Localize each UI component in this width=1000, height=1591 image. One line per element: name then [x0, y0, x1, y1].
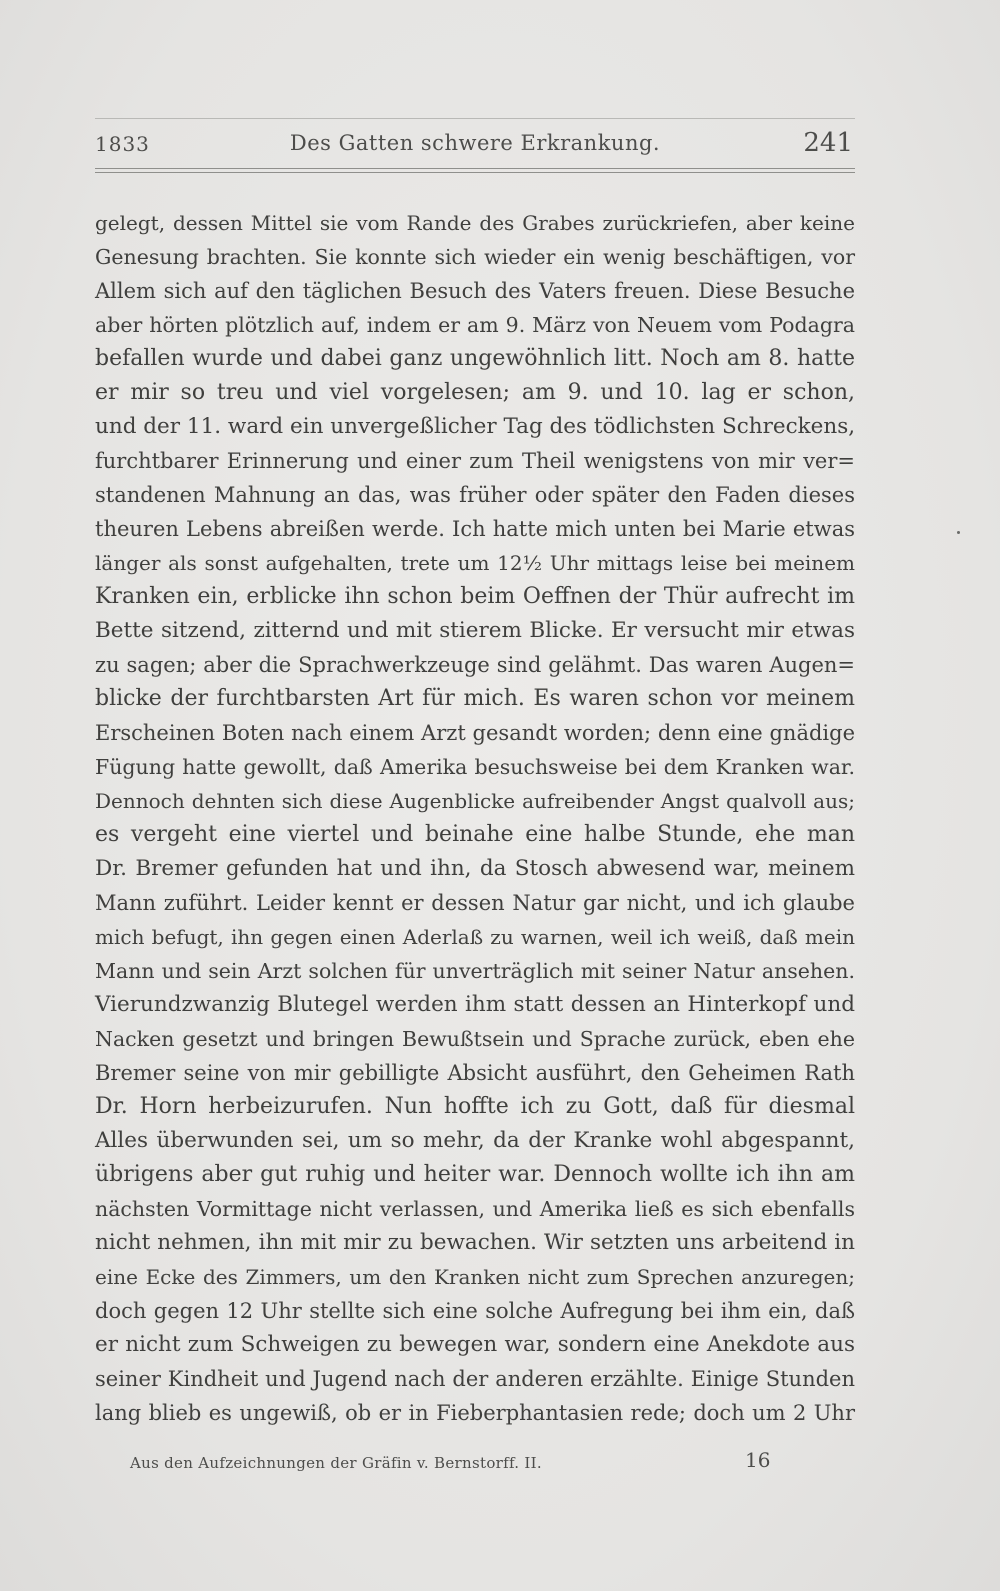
- text-line: Genesung brachten. Sie konnte sich wieder ein wenig beschäftigen, vor: [95, 245, 855, 269]
- footer-signature-number: 16: [745, 1448, 771, 1472]
- text-line: Alles überwunden sei, um so mehr, da der Kranke wohl abgespannt,: [95, 1128, 855, 1153]
- text-line: befallen wurde und dabei ganz ungewöhnlich litt. Noch am 8. hatte: [95, 346, 855, 371]
- text-line: er mir so treu und viel vorgelesen; am 9. und 10. lag er schon,: [95, 380, 855, 405]
- body-text: [95, 206, 855, 1430]
- text-line: nicht nehmen, ihn mit mir zu bewachen. Wir setzten uns arbeitend in: [95, 1230, 855, 1255]
- paper-speck: [957, 531, 960, 534]
- text-line: lang blieb es ungewiß, ob er in Fieberphantasien rede; doch um 2 Uhr: [95, 1401, 855, 1425]
- text-line: und der 11. ward ein unvergeßlicher Tag des tödlichsten Schreckens,: [95, 414, 856, 439]
- text-line: es vergeht eine viertel und beinahe eine halbe Stunde, ehe man: [95, 822, 855, 847]
- text-line: Erscheinen Boten nach einem Arzt gesandt worden; denn eine gnädige: [95, 721, 855, 745]
- text-line: länger als sonst aufgehalten, trete um 12½ Uhr mittags leise bei meinem: [95, 551, 855, 575]
- text-line: Mann zuführt. Leider kennt er dessen Natur gar nicht, und ich glaube: [95, 891, 855, 915]
- text-line: nächsten Vormittage nicht verlassen, und Amerika ließ es sich ebenfalls: [95, 1197, 855, 1221]
- text-line: Mann und sein Arzt solchen für unverträglich mit seiner Natur ansehen.: [95, 959, 855, 983]
- text-line: zu sagen; aber die Sprachwerkzeuge sind gelähmt. Das waren Augen=: [95, 653, 855, 677]
- text-line: gelegt, dessen Mittel sie vom Rande des Grabes zurückriefen, aber keine: [95, 211, 855, 235]
- text-line: blicke der furchtbarsten Art für mich. Es waren schon vor meinem: [95, 686, 855, 711]
- page-number: 241: [803, 128, 853, 158]
- top-border-rule: [95, 118, 855, 119]
- text-line: Bremer seine von mir gebilligte Absicht ausführt, den Geheimen Rath: [95, 1061, 855, 1085]
- text-line: mich befugt, ihn gegen einen Aderlaß zu warnen, weil ich weiß, daß mein: [95, 925, 855, 949]
- header-rule-upper: [95, 168, 855, 169]
- text-line: Allem sich auf den täglichen Besuch des Vaters freuen. Diese Besuche: [95, 279, 855, 303]
- header-year: 1833: [95, 132, 150, 156]
- text-line: Nacken gesetzt und bringen Bewußtsein und Sprache zurück, eben ehe: [95, 1027, 855, 1051]
- text-line: seiner Kindheit und Jugend nach der anderen erzählte. Einige Stunden: [95, 1367, 855, 1391]
- text-line: aber hörten plötzlich auf, indem er am 9. März von Neuem vom Podagra: [95, 313, 855, 337]
- footer-signature-text: Aus den Aufzeichnungen der Gräfin v. Bernstorff. II.: [130, 1454, 542, 1472]
- header-rule-lower: [95, 172, 855, 173]
- text-line: standenen Mahnung an das, was früher oder später den Faden dieses: [95, 483, 855, 507]
- text-line: doch gegen 12 Uhr stellte sich eine solche Aufregung bei ihm ein, daß: [95, 1299, 855, 1323]
- text-line: theuren Lebens abreißen werde. Ich hatte mich unten bei Marie etwas: [95, 517, 855, 541]
- text-line: Kranken ein, erblicke ihn schon beim Oeffnen der Thür aufrecht im: [95, 584, 855, 609]
- text-line: er nicht zum Schweigen zu bewegen war, sondern eine Anekdote aus: [95, 1332, 855, 1357]
- running-header: [95, 128, 855, 162]
- text-line: Dr. Bremer gefunden hat und ihn, da Stosch abwesend war, meinem: [95, 856, 855, 881]
- text-line: Fügung hatte gewollt, daß Amerika besuchsweise bei dem Kranken war.: [95, 755, 855, 779]
- header-title: Des Gatten schwere Erkrankung.: [289, 131, 661, 155]
- text-line: Dennoch dehnten sich diese Augenblicke aufreibender Angst qualvoll aus;: [95, 789, 855, 813]
- text-line: furchtbarer Erinnerung und einer zum Theil wenigstens von mir ver=: [95, 449, 855, 473]
- text-line: eine Ecke des Zimmers, um den Kranken nicht zum Sprechen anzuregen;: [95, 1265, 855, 1289]
- text-line: übrigens aber gut ruhig und heiter war. Dennoch wollte ich ihn am: [95, 1162, 855, 1187]
- text-line: Bette sitzend, zitternd und mit stierem Blicke. Er versucht mir etwas: [95, 618, 855, 643]
- text-line: Dr. Horn herbeizurufen. Nun hoffte ich zu Gott, daß für diesmal: [95, 1094, 855, 1119]
- text-line: Vierundzwanzig Blutegel werden ihm statt dessen an Hinterkopf und: [95, 992, 855, 1017]
